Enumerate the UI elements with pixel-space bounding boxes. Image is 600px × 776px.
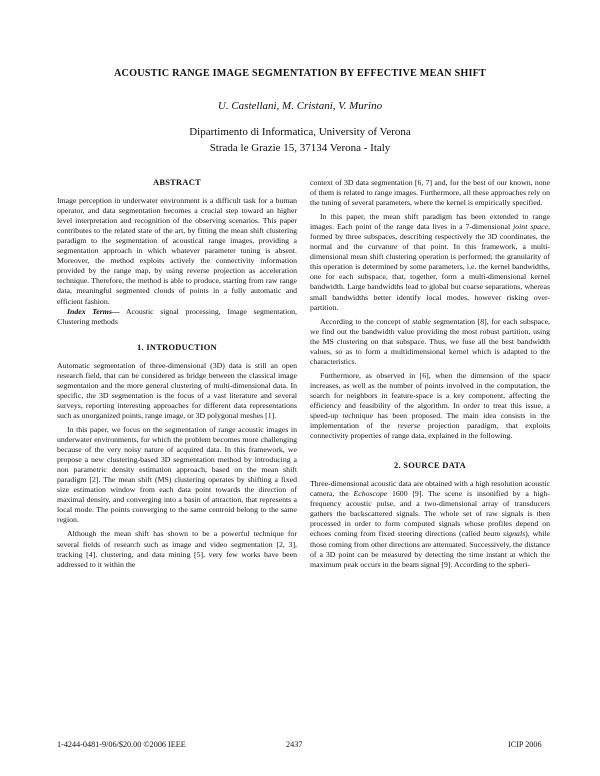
introduction-heading: 1. INTRODUCTION [137, 342, 217, 352]
text-span: In this paper, the mean shift paradigm has been extended to range images. Each point of the range data lives in a 7-dimensional [310, 212, 550, 232]
intro-paragraph-2: In this paper, we focus on the segmentation of range acoustic images in underwater environments, for which the problem becomes more challenging because of the very noisy nature of acquired data. In this framework, we propose a new clustering-based 3D segmentation method by introducing a non parametric density estimation approach, based on the mean shift paradigm [2]. The mean shift (MS) clustering operates by shifting a fixed size estimation window from each data point towards the direction of maximal density, and converging into a basin of attraction, that represents a local mode. The points converging to the same centroid belong to the same region. [57, 424, 297, 525]
affiliation-line-2: Strada le Grazie 15, 37134 Verona - Italy [209, 142, 391, 154]
right-paragraph-0: context of 3D data segmentation [6, 7] and, for the best of our known, none of them is related to range images. Furthermore, all these approaches rely on the tuning of several parameters, where the kernel is empirically specified. [310, 178, 550, 208]
right-paragraph-1 [310, 212, 550, 312]
intro-paragraph-1: Automatic segmentation of three-dimensional (3D) data is still an open research field, that can be considered as bridge between the classical image segmentation and the more general clustering of multi-dimensional data. In specific, the 3D segmentation is the focus of a vast literature and several surveys, reporting interesting approaches for different data representations such as unorganized points, range image, or 3D polygonal meshes [1]. [57, 360, 297, 420]
index-terms-label: Index Terms— [67, 306, 120, 316]
intro-paragraph-3: Although the mean shift has shown to be a powerful technique for several fields of research such as image and video segmentation [2, 3], tracking [4], clustering, and data mining [5], very few works have been addressed to it within the [57, 529, 297, 569]
right-column [310, 178, 550, 570]
left-column [57, 178, 297, 570]
echoscope-term: Echoscope [353, 489, 388, 499]
footer-conference: ICIP 2006 [508, 740, 542, 749]
source-data-heading: 2. SOURCE DATA [393, 461, 467, 471]
footer-page-number: 2437 [286, 740, 303, 749]
reverse-term: reverse [397, 421, 421, 431]
index-terms-text: Acoustic signal processing, Image segmentation, Clustering methods [57, 306, 297, 326]
text-span: projection paradigm, that exploits connectivity properties of range data, explained in the following. [310, 421, 550, 441]
text-span: According to the concept of [320, 316, 413, 326]
text-span: ), while those coming from other directions are attenuated. Successively, the distance of a 3D point can be measured by detecting the time instant at which the maximum peak occurs in the beam signal [9]. According to the spheri- [310, 529, 550, 569]
joint-space-term: joint space [513, 222, 549, 232]
right-paragraph-3 [310, 371, 550, 441]
affiliation-line-1: Dipartimento di Informatica, University of Verona [189, 126, 411, 138]
paper-title: ACOUSTIC RANGE IMAGE SEGMENTATION BY EFFECTIVE MEAN SHIFT [113, 68, 487, 79]
affiliation [60, 124, 540, 156]
footer-isbn: 1-4244-0481-9/06/$20.00 ©2006 IEEE [57, 740, 186, 749]
text-span: Furthermore, as observed in [6], when the dimension of the space increases, as well as the number of points involved in the computation, the search for neighbors in feature-space is a key component, affecting the efficiency and feasibility of the algorithm. In order to treat this issue, a speed-up technique has been proposed. The main idea consists in the implementation of the [310, 370, 550, 431]
right-paragraph-2 [310, 317, 550, 367]
authors: U. Castellani, M. Cristani, V. Murino [217, 100, 383, 112]
source-data-paragraph [310, 479, 550, 569]
text-span: 1600 [9]. The scene is insonified by a high-frequency acoustic pulse, and a two-dimensional array of transducers gathers the backscattered signals. The whole set of raw signals is then processed in order to form computed signals whose profiles depend on echoes coming from fixed steering directions (called [310, 489, 550, 539]
stable-term: stable [412, 316, 431, 326]
abstract-heading: ABSTRACT [152, 178, 201, 187]
abstract-body: Image perception in underwater environment is a difficult task for a human operator, and data segmentation becomes a crucial step toward an higher level interpretation and recognition of the observing scenarios. This paper contributes to the related state of the art, by fitting the mean shift clustering paradigm to the segmentation of acoustical range images, providing a segmentation approach in which whatever parameter tuning is absent. Moreover, the method exploits actively the connectivity information provided by the range map, by using reverse projection as acceleration technique. Therefore, the method is able to produce, starting from raw range data, meaningful segmented clouds of points in a fully automatic and efficient fashion. [57, 196, 297, 306]
text-span: , formed by three subspaces, describing respectively the 3D coordinates, the normal and the curvature of that point. In this framework, a multi-dimensional mean shift clustering operation is performed; the granularity of this operation is determined by some parameters, i.e. the kernel bandwidths, one for each subspace, that, together, form a multi-dimensional kernel bandwidth. Large bandwidths lead to global but coarse separations, whereas small bandwidths better identify local modes, however risking over-partition. [310, 222, 551, 312]
beam-signals-term: beam signals [483, 529, 526, 539]
index-terms [57, 307, 297, 327]
text-span: Three-dimensional acoustic data are obtained with a high resolution acoustic camera, the [310, 479, 550, 499]
text-span: segmentation [8], for each subspace, we find out the bandwidth value providing the most robust partition, using the MS clustering on that subspace. Thus, we fuse all the best bandwidth values, so as to form a multidimensional kernel which is adapted to the characteristics. [310, 316, 550, 366]
